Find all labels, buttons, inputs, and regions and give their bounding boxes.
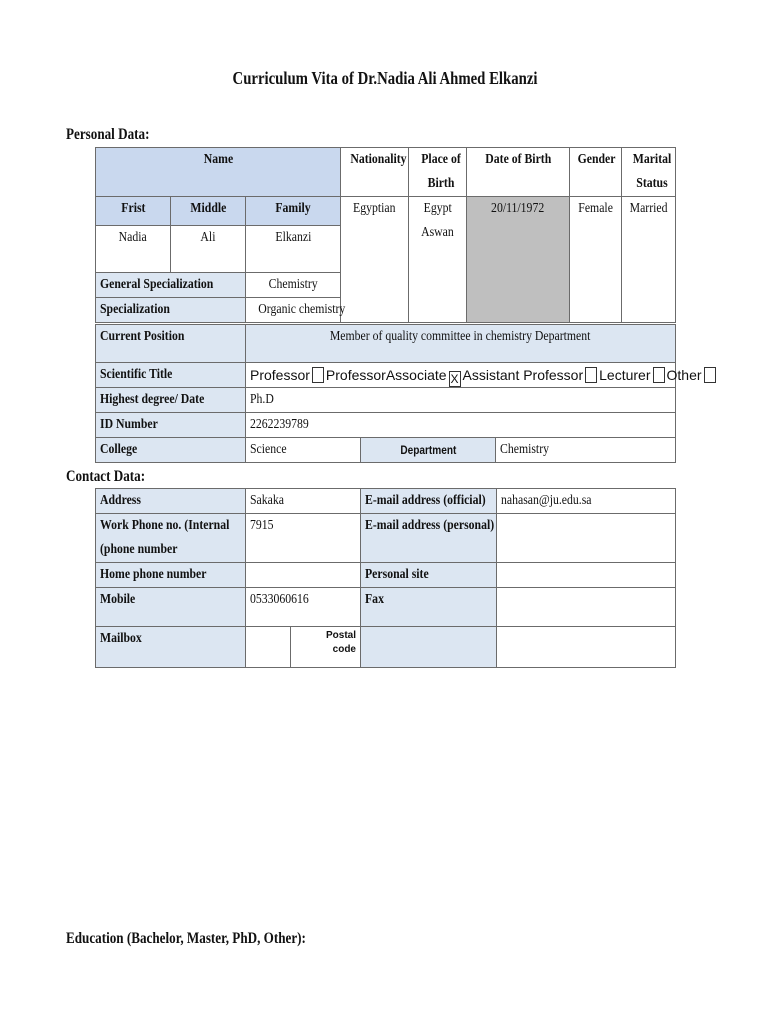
postal-code-label: Postal code: [291, 627, 361, 668]
id-number-label: ID Number: [96, 413, 246, 438]
assistant-professor-checkbox[interactable]: [585, 367, 597, 383]
marital-status-header: Marital Status: [622, 148, 676, 197]
home-phone-value: [246, 563, 361, 588]
first-name-value: Nadia: [96, 226, 171, 273]
place-of-birth-value: Egypt Aswan: [409, 197, 467, 323]
scientific-title-options: [246, 363, 702, 388]
current-position-label: Current Position: [96, 325, 246, 363]
fax-value: [497, 588, 676, 627]
name-header: Name: [96, 148, 341, 197]
other-checkbox[interactable]: [704, 367, 716, 383]
nationality-header: Nationality: [341, 148, 409, 197]
department-label: Department: [361, 438, 496, 463]
email-personal-label: E-mail address (personal): [361, 514, 497, 563]
section-contact-data: Contact Data:: [66, 468, 146, 485]
contact-data-table: [95, 488, 676, 668]
gender-header: Gender: [570, 148, 622, 197]
home-phone-label: Home phone number: [96, 563, 246, 588]
middle-name-header: Middle: [171, 197, 246, 226]
fax-label: Fax: [361, 588, 497, 627]
professor-checkbox[interactable]: [312, 367, 324, 383]
nationality-value: Egyptian: [341, 197, 409, 323]
mailbox-label: Mailbox: [96, 627, 246, 668]
section-personal-data: Personal Data:: [66, 126, 150, 143]
highest-degree-value: Ph.D: [246, 388, 676, 413]
title-option-lecturer: Lecturer: [599, 367, 651, 383]
work-phone-value: 7915: [246, 514, 361, 563]
general-specialization-value: Chemistry: [246, 273, 341, 298]
personal-site-label: Personal site: [361, 563, 497, 588]
scientific-title-label: Scientific Title: [96, 363, 246, 388]
general-specialization-label: General Specialization: [96, 273, 246, 298]
id-number-value: 2262239789: [246, 413, 676, 438]
first-name-header: Frist: [96, 197, 171, 226]
title-option-professor: Professor: [250, 367, 310, 383]
college-value: Science: [246, 438, 361, 463]
title-option-assistant-professor: Assistant Professor: [462, 367, 584, 383]
college-label: College: [96, 438, 246, 463]
page-title: Curriculum Vita of Dr.Nadia Ali Ahmed Elkanzi: [232, 68, 538, 88]
date-of-birth-value: 20/11/1972: [467, 197, 570, 323]
family-name-header: Family: [246, 197, 341, 226]
email-official-label: E-mail address (official): [361, 489, 497, 514]
mobile-value: 0533060616: [246, 588, 361, 627]
mailbox-extra: [497, 627, 676, 668]
department-value: Chemistry: [496, 438, 676, 463]
title-option-other: Other: [666, 367, 702, 383]
personal-site-value: [497, 563, 676, 588]
personal-data-table: [95, 147, 676, 323]
address-value: Sakaka: [246, 489, 361, 514]
current-position-value: Member of quality committee in chemistry Department: [246, 325, 676, 363]
place-of-birth-header: Place of Birth: [409, 148, 467, 197]
email-official-value: nahasan@ju.edu.sa: [497, 489, 676, 514]
specialization-label: Specialization: [96, 298, 246, 323]
marital-status-value: Married: [622, 197, 676, 323]
email-personal-value: [497, 514, 676, 563]
address-label: Address: [96, 489, 246, 514]
section-education: Education (Bachelor, Master, PhD, Other):: [66, 930, 306, 947]
postal-code-value: [361, 627, 497, 668]
family-name-value: Elkanzi: [246, 226, 341, 273]
highest-degree-label: Highest degree/ Date: [96, 388, 246, 413]
lecturer-checkbox[interactable]: [653, 367, 665, 383]
position-table: [95, 324, 702, 463]
professor-associate-checkbox[interactable]: X: [450, 372, 459, 386]
gender-value: Female: [570, 197, 622, 323]
mailbox-value: [246, 627, 291, 668]
date-of-birth-header: Date of Birth: [467, 148, 570, 197]
title-option-professor-associate: ProfessorAssociate: [325, 367, 447, 383]
specialization-value: Organic chemistry: [246, 298, 341, 323]
work-phone-label: Work Phone no. (Internal (phone number: [96, 514, 246, 563]
mobile-label: Mobile: [96, 588, 246, 627]
middle-name-value: Ali: [171, 226, 246, 273]
